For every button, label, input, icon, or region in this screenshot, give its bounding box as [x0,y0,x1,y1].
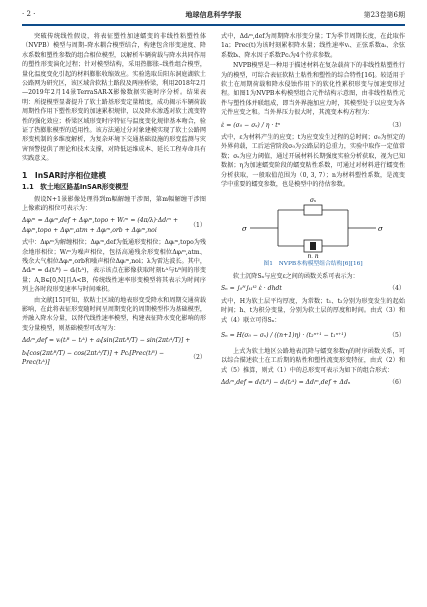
page-header [22,10,405,22]
right-column [221,32,405,391]
equation-4-body: Sₙ = ∫₀ᴴ∫ₜ₁ᵗ² ε̇ · dhdt [221,285,282,293]
issue-info: 第23卷第6期 [363,11,405,19]
page-number: · 2 · [22,10,36,18]
nvpb-diagram [238,194,388,258]
sigma-right-label: σ [378,224,383,233]
equation-4-number: （4） [388,285,405,293]
figure-1 [221,194,405,258]
paragraph-eq3-explain: 式中，ε为材料产生的应变；t为应变发生过程的总时间；σ₀为恒定的外界荷载，工后运营阶段σ₀为公路层的总重力，实验中取作一定值常数；σₛ为应力阈值，通过开展材料长期强度实验分析获取，视为已知数据；η为加速蠕变阶段的蠕变粘性系数，可通过对材料进行蠕变性分析获取，一般取值范围为（0, 3, 7）；n为材料塑性系数，是流变学中重要的蠕变参数，也是模型中的待估参数。 [221,134,405,189]
subsection-heading: 1.1 软土地区路基InSAR形变模型 [22,183,129,192]
paragraph-eq1-explain: 式中：Δφᵢᵐ为解缠相位；Δφᵢᵐ,def为低通形变相位；Δφᵢᵐ,topo为残余地形相位；Wᵢᵐ为噪声相位，包括高通残余形变相位Δφᵢᵐ,atm、残余大气相位Δφᵢᵐ,orb和噪声相位Δφᵢᵐ,noi；λ为雷达波长。其中，Δdᵢᵐ = dᵢ(tᵢᴮ) − dᵢ(tᵢᴬ)，表示该点在影像获取时刻tᵢᴬ与tᵢᴮ间的形变量；A,B∈[0,N]且A<B，传统线性速率形变模型将其表示为时间序列上各时段形变速率与时间乘积。 [22,239,206,294]
equation-3-number: （3） [388,121,405,129]
left-column [22,32,206,370]
equation-2b-body: bᵢ[cos(2πtᵢᴮ/T) − cos(2πtᵢᴬ/T)] + Pcᵢ[Prec(tᵢᴮ) − Prec(tᵢᴬ)] [22,349,165,366]
paragraph-combined: 上式为软土地区公路地表沉降与蠕变参数η的时序函数关系，可以综合描述软土在工后期的粘性和塑性流变形变特征，由式（2）和式（5）推算，则式（1）中的总形变可表示为如下的组合形式： [221,347,405,374]
dashpot-piston [310,242,316,250]
paragraph-intro: 突破传统线性假设，将表征塑性加速蠕变的非线性粘塑性体（NVPB）模型与周期–降水耦合模型结合，构建包含形变速度、降水系数和塑性参数的组合相位模型，以解析车辆荷载与降水共同作用的塑性形变演化过程；针对模型结构，采用热膨胀–线性组合模型，量化温度变化引起的材料膨胀收缩效应。实验选取岳阳东洞庭湖软土公路网为研究区，该区域含软粘土路段及两座桥梁，利用2018年2月—2019年2月14景TerraSAR-X影像数据实施时序分析。结果表明：所提模型显著提升了软土路基形变定量精度，成功揭示车辆荷载周期性作用下塑性形变的加速累积规律，以及降水渗透对软土流变特性的强化效应；桥梁区域形变时序特征与温度变化规律基本吻合，验证了热膨胀模型的适用性。该方法通过分对象建模实现了软土公路网形变机制的多维度解析，为复杂环境下交通基础设施的形变监测与灾害预警提供了理论和技术支撑，对降低运维成本、延长工程寿命具有实践意义。 [22,33,206,163]
sigma-left-label: σ [242,224,247,233]
journal-title: 地球信息科学学报 [185,10,242,19]
equation-2b [22,349,206,368]
equation-2a [22,336,206,345]
paragraph-nvpb: NVPB模型是一种用于描述材料在复杂载荷下的非线性粘塑性行为的模型，可综合表征软粘土粘性和塑性的综合特性[16]。较适用于软土在周期荷载和降水侵蚀作用下的软化性累积形变与加速变形过程。如图1为NVPB本构模型组合元件结构示意图，由非线性粘性元件与塑性体并联组成，即当外界施加应力时，其模型处于以应变为各元件应变之和。当外界压力很大时，其流变本构方程为： [221,62,405,117]
header-rule [22,24,405,26]
paragraph-settlement: 软土沉降Sₙ与应变ε之间的函数关系可表示为： [233,272,359,280]
equation-2-number: （2） [189,354,206,362]
equation-6-body: Δdᵢᵐ,def = dᵢ(tᵢᴮ) − dᵢ(tᵢᴬ) = Δdᵢᵐ,def + Δdₙ [221,379,351,387]
paragraph-eq2-explain: 式中，Δdᵢᵐ,def为周期降水形变分量；T为季节周期长度，在此取作1a；Prec(t)为该时刻累积降水量；线性速率vᵢ、正弦系数aᵢ、余弦系数bᵢ、降水因子系数Pcᵢ为4个待求参数。 [221,33,405,59]
equation-6 [221,378,405,387]
equation-5-body: Sₙ = H(σ₀ − σₛ) / ((n+1)η) · (t₂ⁿ⁺¹ − t₁ⁿ⁺¹) [221,332,347,340]
sigma-s-label: σₛ [309,196,317,204]
section-heading: 1 InSAR时序相位建模 [22,170,106,180]
equation-5 [221,328,405,344]
equation-1-body: Δφᵢᵐ = Δφᵢᵐ,def + Δφᵢᵐ,topo + Wᵢᵐ = (4π/λ)·Δdᵢᵐ + Δφᵢᵐ,topo + Δφᵢᵐ,atm + Δφᵢᵐ,orb + Δφᵢᵐ,noi [22,217,179,234]
equation-6-number: （6） [388,379,405,387]
plastic-element [304,205,322,215]
equation-3-body: ε̇ = (σ₀ − σₛ) / η · tⁿ [221,121,281,129]
paragraph-model-intro: 由文献[15]可知，软粘土区域的地表形变受降水和周期交通荷载影响，在此将表征形变随时间呈周期变化的周期模型作为基础模型，并融入降水分量，以替代线性速率模型，构建表征降水变化影响的形变分量模型，则基础模型可改写为： [22,296,206,332]
equation-2a-body: Δdᵢᵐ,def = vᵢ(tᵢᴮ − tᵢᴬ) + aᵢ[sin(2πtᵢᴮ/T) − sin(2πtᵢᴬ/T)] + [22,337,191,345]
eta-n-label: η, n [307,252,319,258]
paragraph-assumption: 假设N+1景影像处理得到m幅解缠干涉图，第m幅解缠干涉图上像素i的相位可表示为： [22,195,206,212]
paragraph-eq4-explain: 式中，H为软土层平均厚度，为常数；t₁、t₂分别为形变发生的起始时间；h、t为积分变量，分别为软土层的厚度和时间。由式（3）和式（4）联立可得Sₙ： [221,297,405,324]
equation-3 [221,121,405,130]
equation-4 [221,284,405,293]
figure-1-caption: 图1 NVPB本构模型组合结构[6][16] [263,260,363,267]
equation-1-number: （1） [189,222,206,230]
equation-5-number: （5） [388,332,405,340]
equation-1 [22,216,206,235]
